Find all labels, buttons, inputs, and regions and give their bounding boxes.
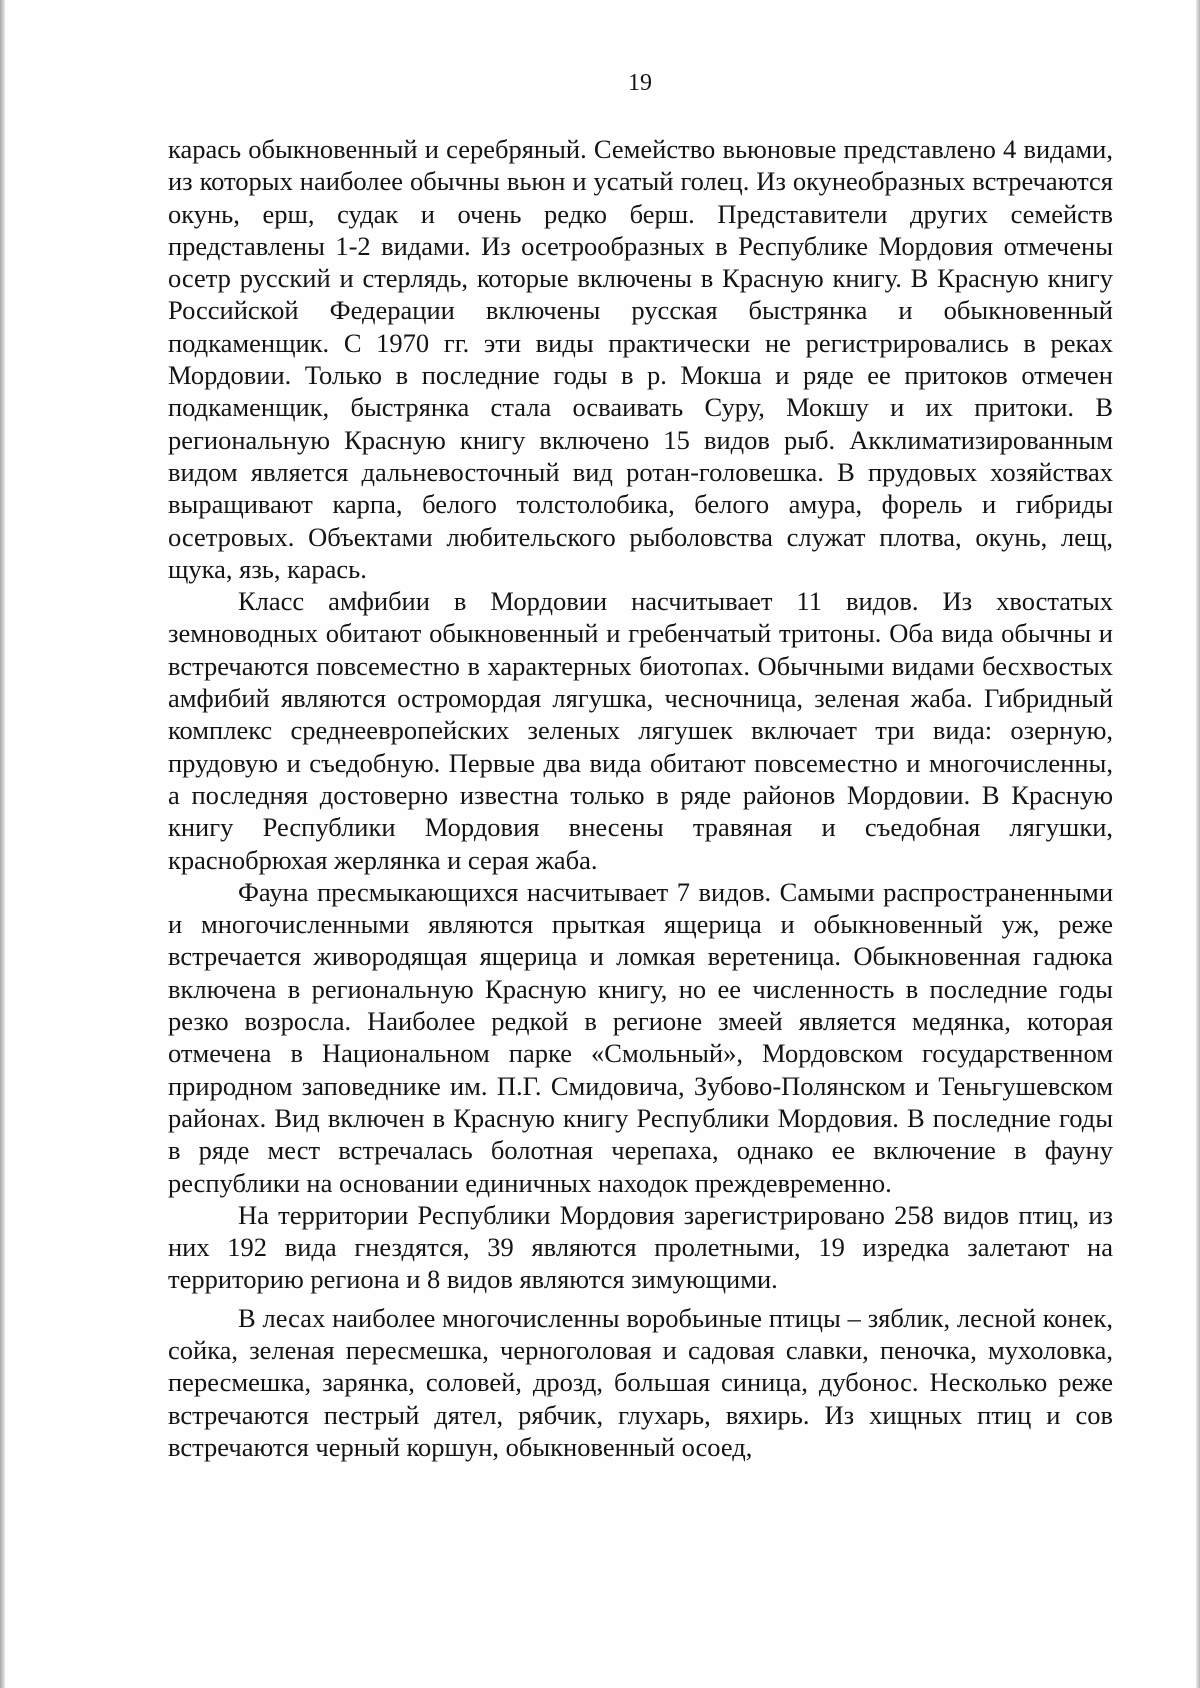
scan-left-edge	[0, 0, 5, 1688]
paragraph-reptiles: Фауна пресмыкающихся насчитывает 7 видов. Самыми распространенными и многочисленными являются прыткая ящерица и обыкновенный уж, реже встречается живородящая ящерица и ломкая веретеница. Обыкновенная гадюка включена в региональную Красную книгу, но ее численность в последние годы резко возросла. Наиболее редкой в регионе змеей является медянка, которая отмечена в Национальном парке «Смольный», Мордовском государственном природном заповеднике им. П.Г. Смидовича, Зубово-Полянском и Теньгушевском районах. Вид включен в Красную книгу Республики Мордовия. В последние годы в ряде мест встречалась болотная черепаха, однако ее включение в фауну республики на основании единичных находок преждевременно.	[168, 876, 1113, 1198]
paragraph-birds-count: На территории Республики Мордовия зарегистрировано 258 видов птиц, из них 192 вида гнездятся, 39 являются пролетными, 19 изредка залетают на территорию региона и 8 видов являются зимующими.	[168, 1199, 1113, 1295]
page-number: 19	[628, 70, 652, 96]
paragraph-fish: карась обыкновенный и серебряный. Семейство вьюновые представлено 4 видами, из которых наиболее обычны вьюн и усатый голец. Из окунеобразных встречаются окунь, ерш, судак и очень редко берш. Представители других семейств представлены 1-2 видами. Из осетрообразных в Республике Мордовия отмечены осетр русский и стерлядь, которые включены в Красную книгу. В Красную книгу Российской Федерации включены русская быстрянка и обыкновенный подкаменщик. С 1970 гг. эти виды практически не регистрировались в реках Мордовии. Только в последние годы в р. Мокша и ряде ее притоков отмечен подкаменщик, быстрянка стала осваивать Суру, Мокшу и их притоки. В региональную Красную книгу включено 15 видов рыб. Акклиматизированным видом является дальневосточный вид ротан-головешка. В прудовых хозяйствах выращивают карпа, белого толстолобика, белого амура, форель и гибриды осетровых. Объектами любительского рыболовства служат плотва, окунь, лещ, щука, язь, карась.	[168, 134, 1113, 584]
paragraph-forest-birds: В лесах наиболее многочисленны воробьиные птицы – зяблик, лесной конек, сойка, зеленая пересмешка, черноголовая и садовая славки, пеночка, мухоловка, пересмешка, зарянка, соловей, дрозд, большая синица, дубонос. Несколько реже встречаются пестрый дятел, рябчик, глухарь, вяхирь. Из хищных птиц и сов встречаются черный коршун, обыкновенный осоед,	[168, 1302, 1113, 1462]
body-text	[168, 133, 1113, 1463]
paragraph-amphibians: Класс амфибии в Мордовии насчитывает 11 видов. Из хвостатых земноводных обитают обыкновенный и гребенчатый тритоны. Оба вида обычны и встречаются повсеместно в характерных биотопах. Обычными видами бесхвостых амфибий являются остромордая лягушка, чесночница, зеленая жаба. Гибридный комплекс среднеевропейских зеленых лягушек включает три вида: озерную, прудовую и съедобную. Первые два вида обитают повсеместно и многочисленны, а последняя достоверно известна только в ряде районов Мордовии. В Красную книгу Республики Мордовия внесены травяная и съедобная лягушки, краснобрюхая жерлянка и серая жаба.	[168, 586, 1113, 875]
scan-right-edge	[1196, 0, 1200, 1688]
